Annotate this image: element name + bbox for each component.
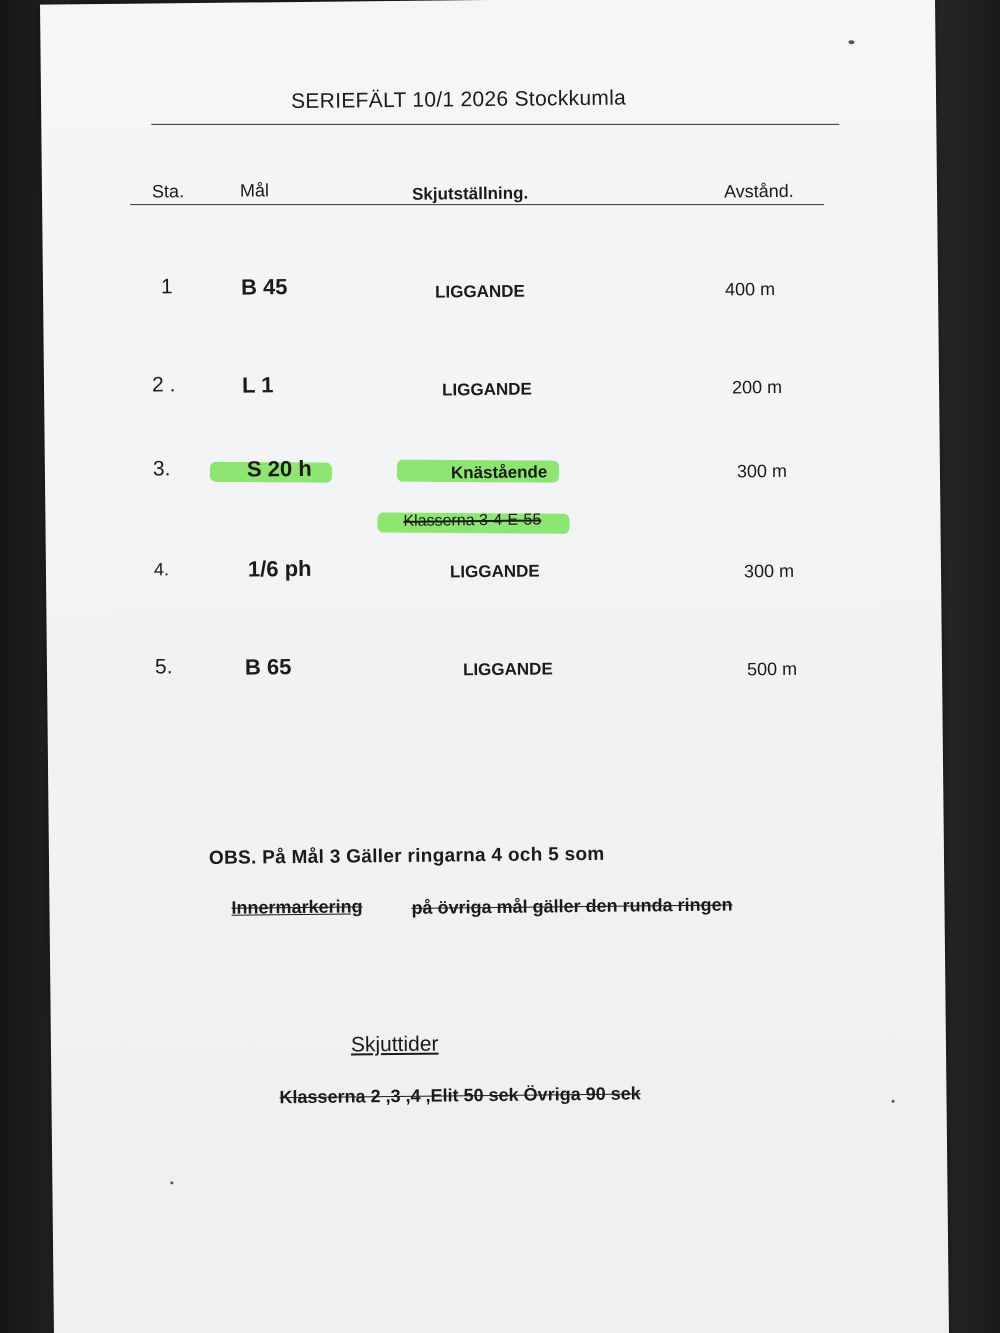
obs-note-line-2: på övriga mål gäller den runda ringen [411, 894, 733, 918]
paper-speck [848, 40, 854, 44]
row-5-position: LIGGANDE [462, 659, 553, 680]
times-title: Skjuttider [350, 1032, 439, 1057]
row-2-station: 2 . [151, 373, 176, 397]
row-1-station: 1 [160, 275, 173, 299]
row-4-target: 1/6 ph [247, 555, 312, 582]
row-4-distance: 300 m [743, 560, 795, 582]
row-2-target: L 1 [241, 372, 274, 398]
paper-speck [170, 1181, 173, 1184]
row-5-distance: 500 m [746, 658, 798, 680]
row-3-target: S 20 h [246, 455, 312, 482]
row-2-position: LIGGANDE [441, 379, 532, 400]
row-3-position: Knästående [450, 462, 548, 483]
title-rule [151, 124, 839, 125]
obs-note-underlined: Innermarkering [231, 896, 363, 918]
obs-note-line-1: OBS. På Mål 3 Gäller ringarna 4 och 5 som [208, 843, 605, 869]
row-1-target: B 45 [240, 274, 288, 300]
paper-speck [892, 1100, 895, 1103]
header-target: Mål [239, 180, 270, 201]
header-station: Sta. [151, 181, 185, 202]
header-rule [130, 204, 824, 205]
row-2-distance: 200 m [731, 376, 783, 398]
header-distance: Avstånd. [723, 180, 794, 202]
paper-sheet [40, 0, 949, 1333]
row-1-distance: 400 m [724, 279, 776, 300]
times-line: Klasserna 2 ,3 ,4 ,Elit 50 sek Övriga 90 sek [279, 1083, 641, 1108]
row-5-station: 5. [154, 655, 173, 679]
row-3-note: Klasserna 3-4-E-55 [403, 511, 542, 530]
row-4-station: 4. [153, 559, 170, 580]
row-4-position: LIGGANDE [449, 561, 540, 582]
row-5-target: B 65 [244, 654, 292, 680]
header-position: Skjutställning. [411, 183, 529, 204]
row-1-position: LIGGANDE [434, 281, 525, 302]
row-3-distance: 300 m [736, 460, 788, 482]
row-3-station: 3. [152, 457, 171, 481]
document-title: SERIEFÄLT 10/1 2026 Stockkumla [290, 86, 627, 114]
